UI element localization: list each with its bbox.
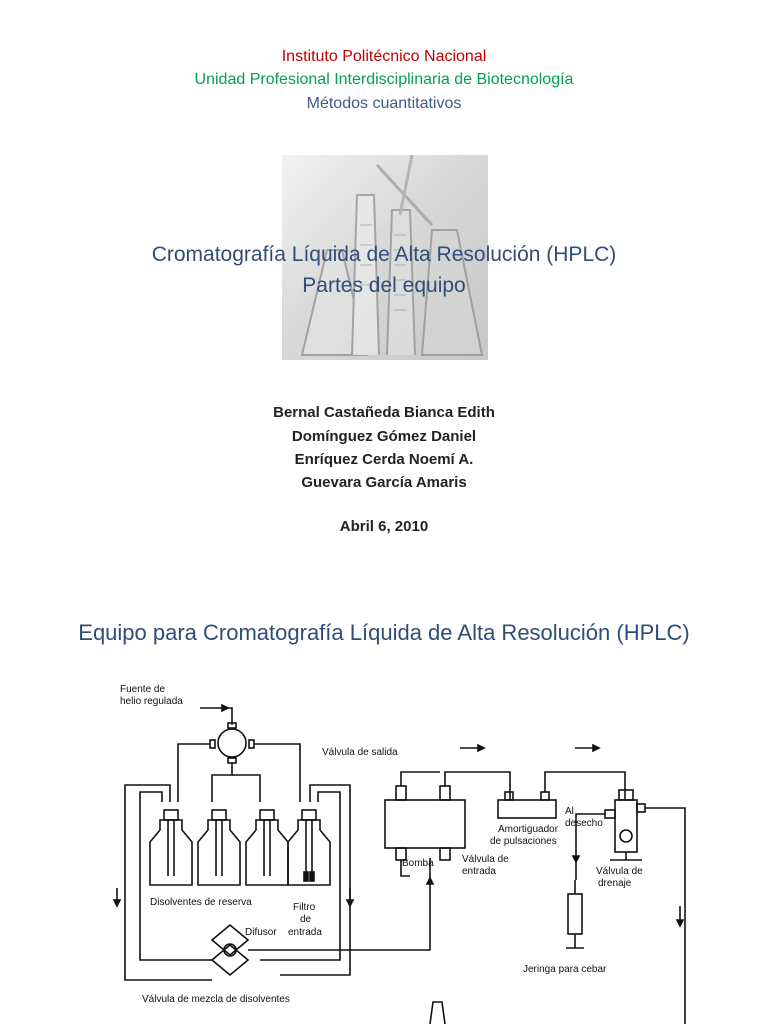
inlet-valve-label: entrada [462,866,496,877]
waste-label: Al [565,806,574,817]
institution-name: Instituto Politécnico Nacional [281,48,487,65]
diffuser-label: Difusor [245,927,277,938]
equipment-slide [0,580,768,1024]
slide-title: Equipo para Cromatografía Líquida de Alta Resolución (HPLC) [78,620,690,645]
drain-valve-label: drenaje [598,878,632,889]
pulse-damper-label: Amortiguador [498,824,559,835]
author-name: Bernal Castañeda Bianca Edith [273,404,495,421]
drain-valve-label: Válvula de [596,866,643,877]
presentation-subtitle: Partes del equipo [302,274,466,297]
author-name: Guevara García Amaris [301,474,467,491]
hplc-equipment-diagram [100,680,700,1024]
outlet-valve-label: Válvula de salida [322,747,398,758]
course-name: Métodos cuantitativos [306,95,462,112]
helium-source-label: Fuente de [120,684,166,695]
author-name: Domínguez Gómez Daniel [291,428,477,445]
unit-name: Unidad Profesional Interdisciplinaria de Biotecnología [194,71,574,88]
filter-label: de [300,914,312,925]
mixing-valve-label: Válvula de mezcla de disolventes [142,994,290,1005]
author-name: Enríquez Cerda Noemí A. [294,451,474,468]
presentation-date: Abril 6, 2010 [339,518,429,535]
presentation-title: Cromatografía Líquida de Alta Resolución (HPLC) [151,243,617,266]
waste-label: desecho [565,818,603,829]
filter-label: Filtro [293,902,316,913]
reservoirs-label: Disolventes de reserva [150,897,252,908]
pump-label: Bomba [402,858,434,869]
filter-label: entrada [288,927,322,938]
inlet-valve-label: Válvula de [462,854,509,865]
syringe-label: Jeringa para cebar [523,964,607,975]
pulse-damper-label: de pulsaciones [490,836,557,847]
helium-source-label: helio regulada [120,696,183,707]
